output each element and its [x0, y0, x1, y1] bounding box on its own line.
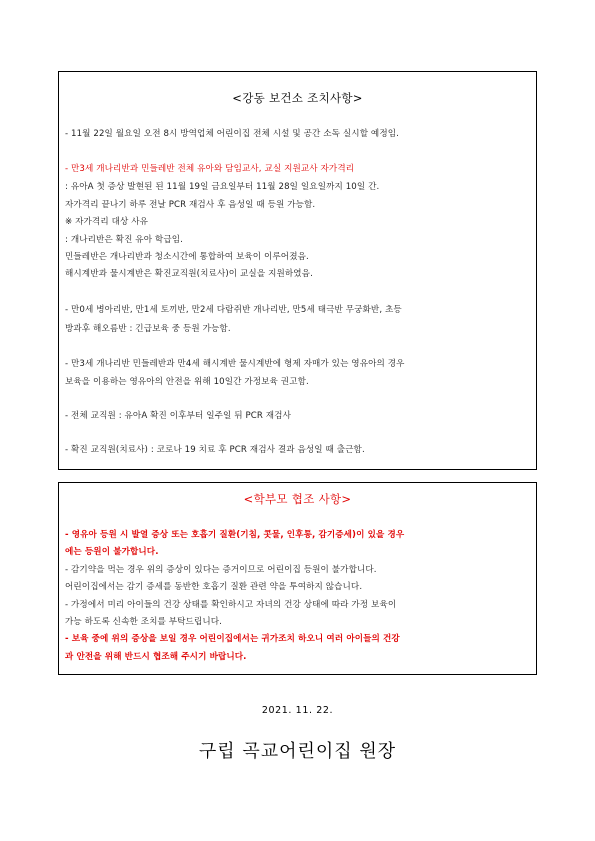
health-center-measures-title: <강동 보건소 조치사항>: [232, 91, 363, 105]
signature-line: 구립 곡교어린이집 원장: [198, 741, 397, 762]
parent-cooperation-box: [58, 482, 537, 675]
document-date: 2021. 11. 22.: [261, 705, 334, 716]
parent-cooperation-title: <학부모 협조 사항>: [243, 492, 352, 506]
notice2-line: 어린이집에서는 감기 증세를 동반한 호흡기 질환 관련 약을 투여하지 않습니다.: [65, 582, 363, 592]
notice1-line: 해시계반과 물시계반은 확진교직원(치료사)이 교실을 지원하였음.: [65, 269, 313, 279]
notice1-line: : 개나리반은 확진 유아 학급임.: [65, 235, 183, 245]
notice1-line: - 전체 교직원 : 유아A 확진 이후부터 일주일 뒤 PCR 재검사: [65, 411, 291, 421]
notice2-line: 가능 하도록 신속한 조치를 부탁드립니다.: [65, 617, 222, 627]
notice1-line: 자가격리 끝나기 하루 전날 PCR 재검사 후 음성일 때 등원 가능함.: [65, 200, 316, 210]
notice1-line: 방과후 해오름반 : 긴급보육 중 등원 가능함.: [65, 324, 231, 334]
notice2-line: - 감기약을 먹는 경우 위의 증상이 있다는 증거이므로 어린이집 등원이 불가합니다.: [65, 565, 377, 575]
notice2-line: - 보육 중에 위의 증상을 보일 경우 어린이집에서는 귀가조치 하오니 여러 아이들의 건강: [65, 634, 400, 644]
health-center-measures-box: [58, 71, 537, 470]
notice1-line: - 만3세 개나리반 민들레반과 만4세 해시계반 물시계반에 형제 자매가 있는 영유아의 경우: [65, 359, 405, 369]
notice2-line: - 영유아 등원 시 발열 증상 또는 호흡기 질환(기침, 콧물, 인후통, 감기증세)이 있을 경우: [65, 530, 405, 540]
notice2-line: - 가정에서 미리 아이들의 건강 상태를 확인하시고 자녀의 건강 상태에 따라 가정 보육이: [65, 600, 397, 610]
notice2-line: 과 안전을 위해 반드시 협조해 주시기 바랍니다.: [65, 652, 247, 662]
notice1-line: : 유아A 첫 증상 발현된 된 11월 19일 금요일부터 11월 28일 일요일까지 10일 간.: [65, 182, 380, 192]
notice1-line: - 만3세 개나리반과 민들레반 전체 유아와 담임교사, 교실 지원교사 자가격리: [65, 164, 355, 174]
notice1-line: 보육을 이용하는 영유아의 안전을 위해 10일간 가정보육 권고함.: [65, 377, 309, 387]
notice1-line: 민들레반은 개나리반과 청소시간에 통합하여 보육이 이루어졌음.: [65, 252, 309, 262]
notice2-line: 에는 등원이 불가합니다.: [65, 547, 159, 557]
notice1-line: ※ 자가격리 대상 사유: [65, 217, 149, 227]
notice1-line: - 11월 22일 월요일 오전 8시 방역업체 어린이집 전체 시설 및 공간 소독 실시할 예정임.: [65, 129, 399, 139]
notice1-line: - 확진 교직원(치료사) : 코로나 19 치료 후 PCR 재검사 결과 음성일 때 출근함.: [65, 445, 365, 455]
notice1-line: - 만0세 병아리반, 만1세 토끼반, 만2세 다람쥐반 개나리반, 만5세 태극반 무궁화반, 초등: [65, 305, 402, 315]
